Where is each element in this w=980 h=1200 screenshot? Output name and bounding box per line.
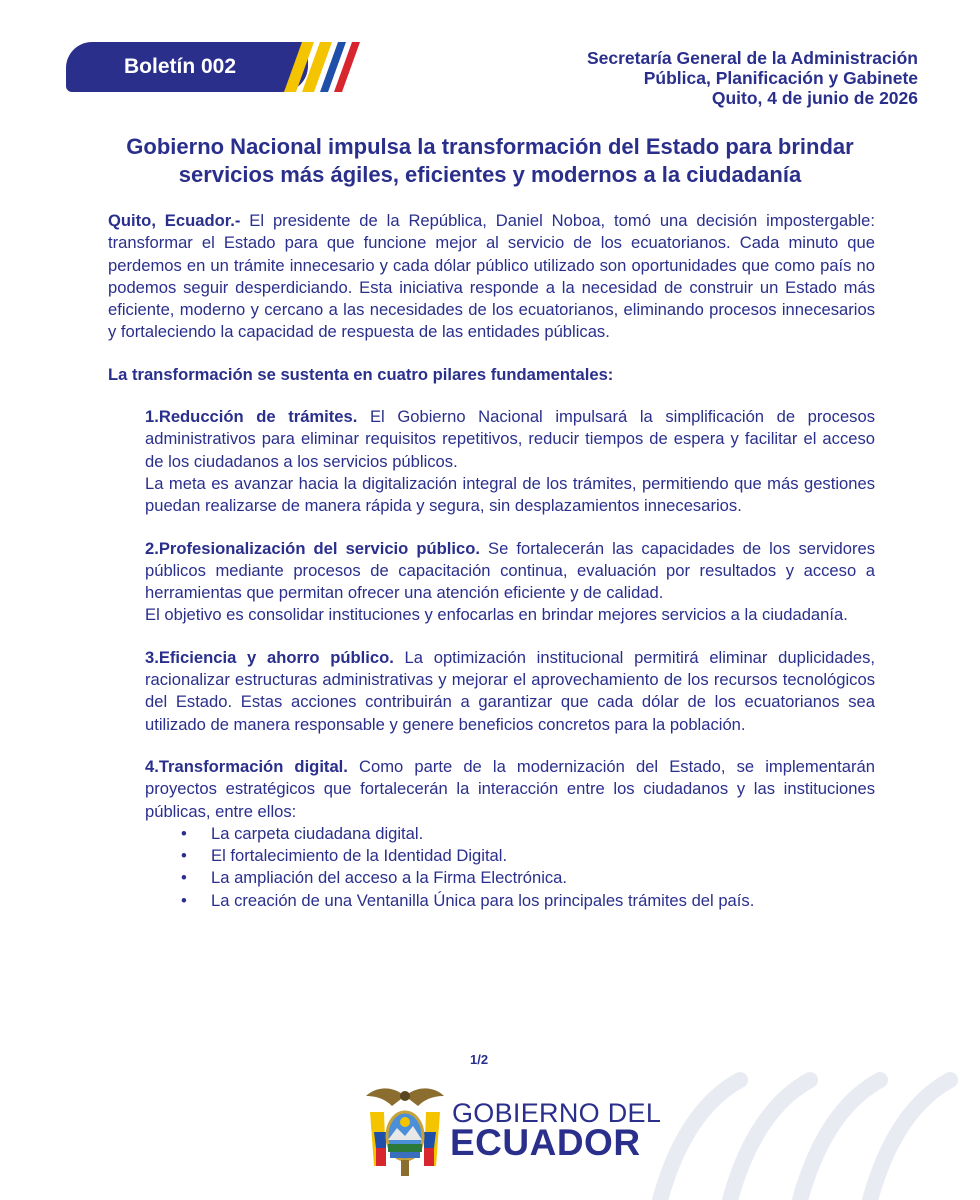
page-number: 1/2 bbox=[470, 1052, 489, 1067]
government-logo-line-1: GOBIERNO DEL bbox=[452, 1098, 662, 1128]
date-line: Quito, 4 de junio de 2026 bbox=[711, 88, 918, 108]
list-item-text: La carpeta ciudadana digital. bbox=[211, 823, 424, 843]
coat-of-arms-icon bbox=[364, 1082, 446, 1182]
bullet-icon: • bbox=[181, 868, 187, 888]
pillar-2-heading: 2.Profesionalización del servicio público. bbox=[145, 538, 480, 558]
bulletin-number: Boletín 002 bbox=[124, 55, 237, 78]
digital-projects-list bbox=[145, 823, 875, 912]
bullet-icon: • bbox=[181, 823, 187, 843]
org-line-1: Secretaría General de la Administración bbox=[586, 48, 918, 68]
issuing-organization bbox=[587, 48, 918, 108]
org-line-2: Pública, Planificación y Gabinete bbox=[643, 68, 918, 88]
headline bbox=[100, 133, 880, 189]
lead-dateline: Quito, Ecuador.- bbox=[108, 211, 241, 230]
list-item bbox=[145, 867, 875, 889]
list-item-text: La ampliación del acceso a la Firma Electrónica. bbox=[211, 868, 568, 888]
bulletin-header bbox=[0, 0, 980, 120]
pillar-1-heading: 1.Reducción de trámites. bbox=[145, 407, 358, 427]
lead-paragraph bbox=[108, 210, 875, 344]
bullet-icon: • bbox=[181, 890, 187, 910]
pillar-4-text: Como parte de la modernización del Estado, se implementarán proyectos estratégicos que fortalecerán la interacción entre los ciudadanos y las instituciones públicas, entre ellos: bbox=[145, 756, 875, 821]
pillar-4-heading: 4.Transformación digital. bbox=[145, 756, 348, 776]
pillar-4 bbox=[145, 756, 875, 912]
decorative-swoosh-lines bbox=[590, 1070, 980, 1200]
pillar-1-text-2: La meta es avanzar hacia la digitalización integral de los trámites, permitiendo que más gestiones puedan realizarse de manera rápida y segura, sin desplazamientos innecesarios. bbox=[145, 473, 875, 516]
headline-line-1: Gobierno Nacional impulsa la transformación del Estado para brindar bbox=[126, 134, 854, 159]
list-item bbox=[145, 845, 875, 867]
pillar-4-paragraph bbox=[145, 756, 875, 823]
government-logo-line-2: ECUADOR bbox=[450, 1122, 641, 1163]
pillars-intro: La transformación se sustenta en cuatro pilares fundamentales: bbox=[108, 364, 614, 384]
pillar-1-text: El Gobierno Nacional impulsará la simplificación de procesos administrativos para eliminar requisitos repetitivos, reducir tiempos de espera y facilitar el acceso de los ciudadanos a los servicios públicos. bbox=[145, 407, 876, 471]
pillar-2-text: Se fortalecerán las capacidades de los servidores públicos mediante procesos de capacitación continua, evaluación por resultados y acceso a herramientas que permitan ofrecer una atención eficiente y de calidad. bbox=[145, 538, 875, 603]
pillar-3-text: La optimización institucional permitirá eliminar duplicidades, racionalizar estructuras administrativas y mejorar el aprovechamiento de los recursos tecnológicos del Estado. Estas acciones contribuirán a garantizar que cada dólar de los ecuatorianos sea utilizado de manera responsable y genere beneficios concretos para la población. bbox=[145, 647, 876, 734]
flag-stripes-icon bbox=[284, 40, 364, 94]
pillar-3-heading: 3.Eficiencia y ahorro público. bbox=[145, 647, 394, 667]
headline-line-2: servicios más ágiles, eficientes y modernos a la ciudadanía bbox=[178, 162, 802, 187]
list-item-text: La creación de una Ventanilla Única para los principales trámites del país. bbox=[211, 890, 755, 910]
lead-text: El presidente de la República, Daniel Noboa, tomó una decisión impostergable: transformar el Estado para que funcione mejor al servicio de los ecuatorianos. Cada minuto que perdemos en un trámite innecesario y cada dólar público utilizado son oportunidades que como país no podemos seguir desperdiciando. Esta iniciativa responde a la necesidad de construir un Estado más eficiente, moderno y cercano a las necesidades de los ecuatorianos, eliminando procesos innecesarios y fortaleciendo la capacidad de respuesta de las entidades públicas. bbox=[108, 211, 875, 342]
pillar-3 bbox=[145, 647, 875, 736]
pillar-1-paragraph bbox=[145, 406, 875, 473]
pillar-2 bbox=[145, 538, 875, 627]
pillar-3-paragraph bbox=[145, 647, 875, 736]
list-item bbox=[145, 890, 875, 912]
pillar-1 bbox=[145, 406, 875, 517]
list-item-text: El fortalecimiento de la Identidad Digital. bbox=[211, 846, 508, 866]
article-body bbox=[108, 210, 875, 912]
list-item bbox=[145, 823, 875, 845]
pillar-2-paragraph bbox=[145, 538, 875, 605]
pillar-2-text-2: El objetivo es consolidar instituciones y enfocarlas en brindar mejores servicios a la ciudadanía. bbox=[145, 605, 848, 625]
bullet-icon: • bbox=[181, 846, 187, 866]
bulletin-badge bbox=[66, 42, 308, 92]
